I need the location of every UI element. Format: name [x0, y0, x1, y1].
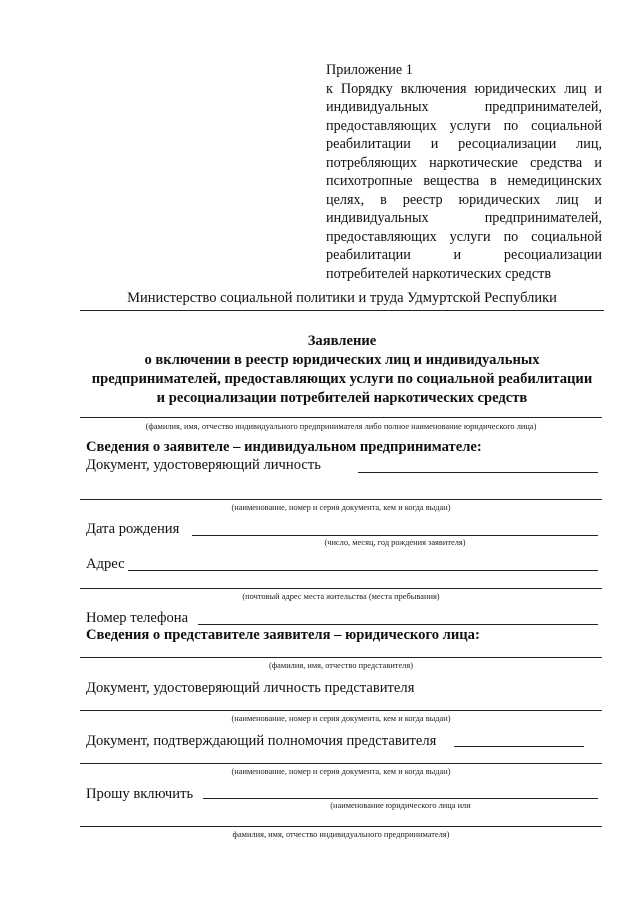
request-include-hint-2: фамилия, имя, отчество индивидуального предпринимателя)	[232, 830, 450, 839]
representative-name-hint: (фамилия, имя, отчество представителя)	[268, 661, 414, 670]
request-include-field[interactable]	[203, 798, 598, 799]
birth-date-hint: (число, месяц, год рождения заявителя)	[324, 538, 466, 547]
address-hint: (почтовый адрес места жительства (места пребывания)	[242, 592, 440, 601]
section-entrepreneur-heading: Сведения о заявителе – индивидуальном предпринимателе:	[86, 439, 482, 455]
title-sub-line-3: и ресоциализации потребителей наркотических средств	[156, 390, 528, 406]
request-include-field-2[interactable]	[80, 826, 602, 827]
appendix-text: к Порядку включения юридических лиц и индивидуальных предпринимателей, предоставляющих услуги по социальной реабилитации и ресоциализации лиц, потребляющих наркотические средства и психотропные вещества в немедицинских целях, в реестр юридических лиц и индивидуальных предпринимателей, предоставляющих услуги по социальной реабилитации и ресоциализации потребителей наркотических средств	[326, 80, 602, 282]
authority-document-label: Документ, подтверждающий полномочия представителя	[86, 733, 437, 749]
identity-document-hint: (наименование, номер и серия документа, кем и когда выдан)	[231, 503, 451, 512]
appendix-title: Приложение 1	[326, 62, 413, 78]
representative-identity-field[interactable]	[80, 710, 602, 711]
representative-identity-hint: (наименование, номер и серия документа, кем и когда выдан)	[231, 714, 451, 723]
address-field[interactable]	[128, 570, 598, 571]
applicant-name-hint: (фамилия, имя, отчество индивидуального предпринимателя либо полное наименование юридического лица)	[145, 422, 537, 431]
ministry-name: Министерство социальной политики и труда Удмуртской Республики	[127, 290, 557, 306]
appendix-block	[326, 61, 602, 283]
section-representative-heading: Сведения о представителе заявителя – юридического лица:	[86, 627, 480, 643]
applicant-name-field[interactable]	[80, 417, 602, 418]
ministry-underline	[80, 310, 604, 311]
phone-field[interactable]	[198, 624, 598, 625]
phone-label: Номер телефона	[86, 610, 189, 626]
identity-document-label: Документ, удостоверяющий личность	[86, 457, 321, 473]
address-field-2[interactable]	[80, 588, 602, 589]
authority-document-hint: (наименование, номер и серия документа, кем и когда выдан)	[231, 767, 451, 776]
birth-date-field[interactable]	[192, 535, 598, 536]
representative-identity-label: Документ, удостоверяющий личность представителя	[86, 680, 415, 696]
document-title	[80, 332, 604, 408]
authority-document-field-2[interactable]	[80, 763, 602, 764]
request-include-label: Прошу включить	[86, 786, 194, 802]
address-label: Адрес	[86, 556, 125, 572]
title-sub-line-2: предпринимателей, предоставляющих услуги по социальной реабилитации	[91, 371, 593, 387]
birth-date-label: Дата рождения	[86, 521, 180, 537]
title-main: Заявление	[307, 333, 377, 349]
title-sub-line-1: о включении в реестр юридических лиц и индивидуальных	[144, 352, 540, 368]
request-include-hint-1: (наименование юридического лица или	[330, 801, 471, 810]
identity-document-field[interactable]	[358, 472, 598, 473]
identity-document-field-2[interactable]	[80, 499, 602, 500]
representative-name-field[interactable]	[80, 657, 602, 658]
authority-document-field[interactable]	[454, 746, 584, 747]
